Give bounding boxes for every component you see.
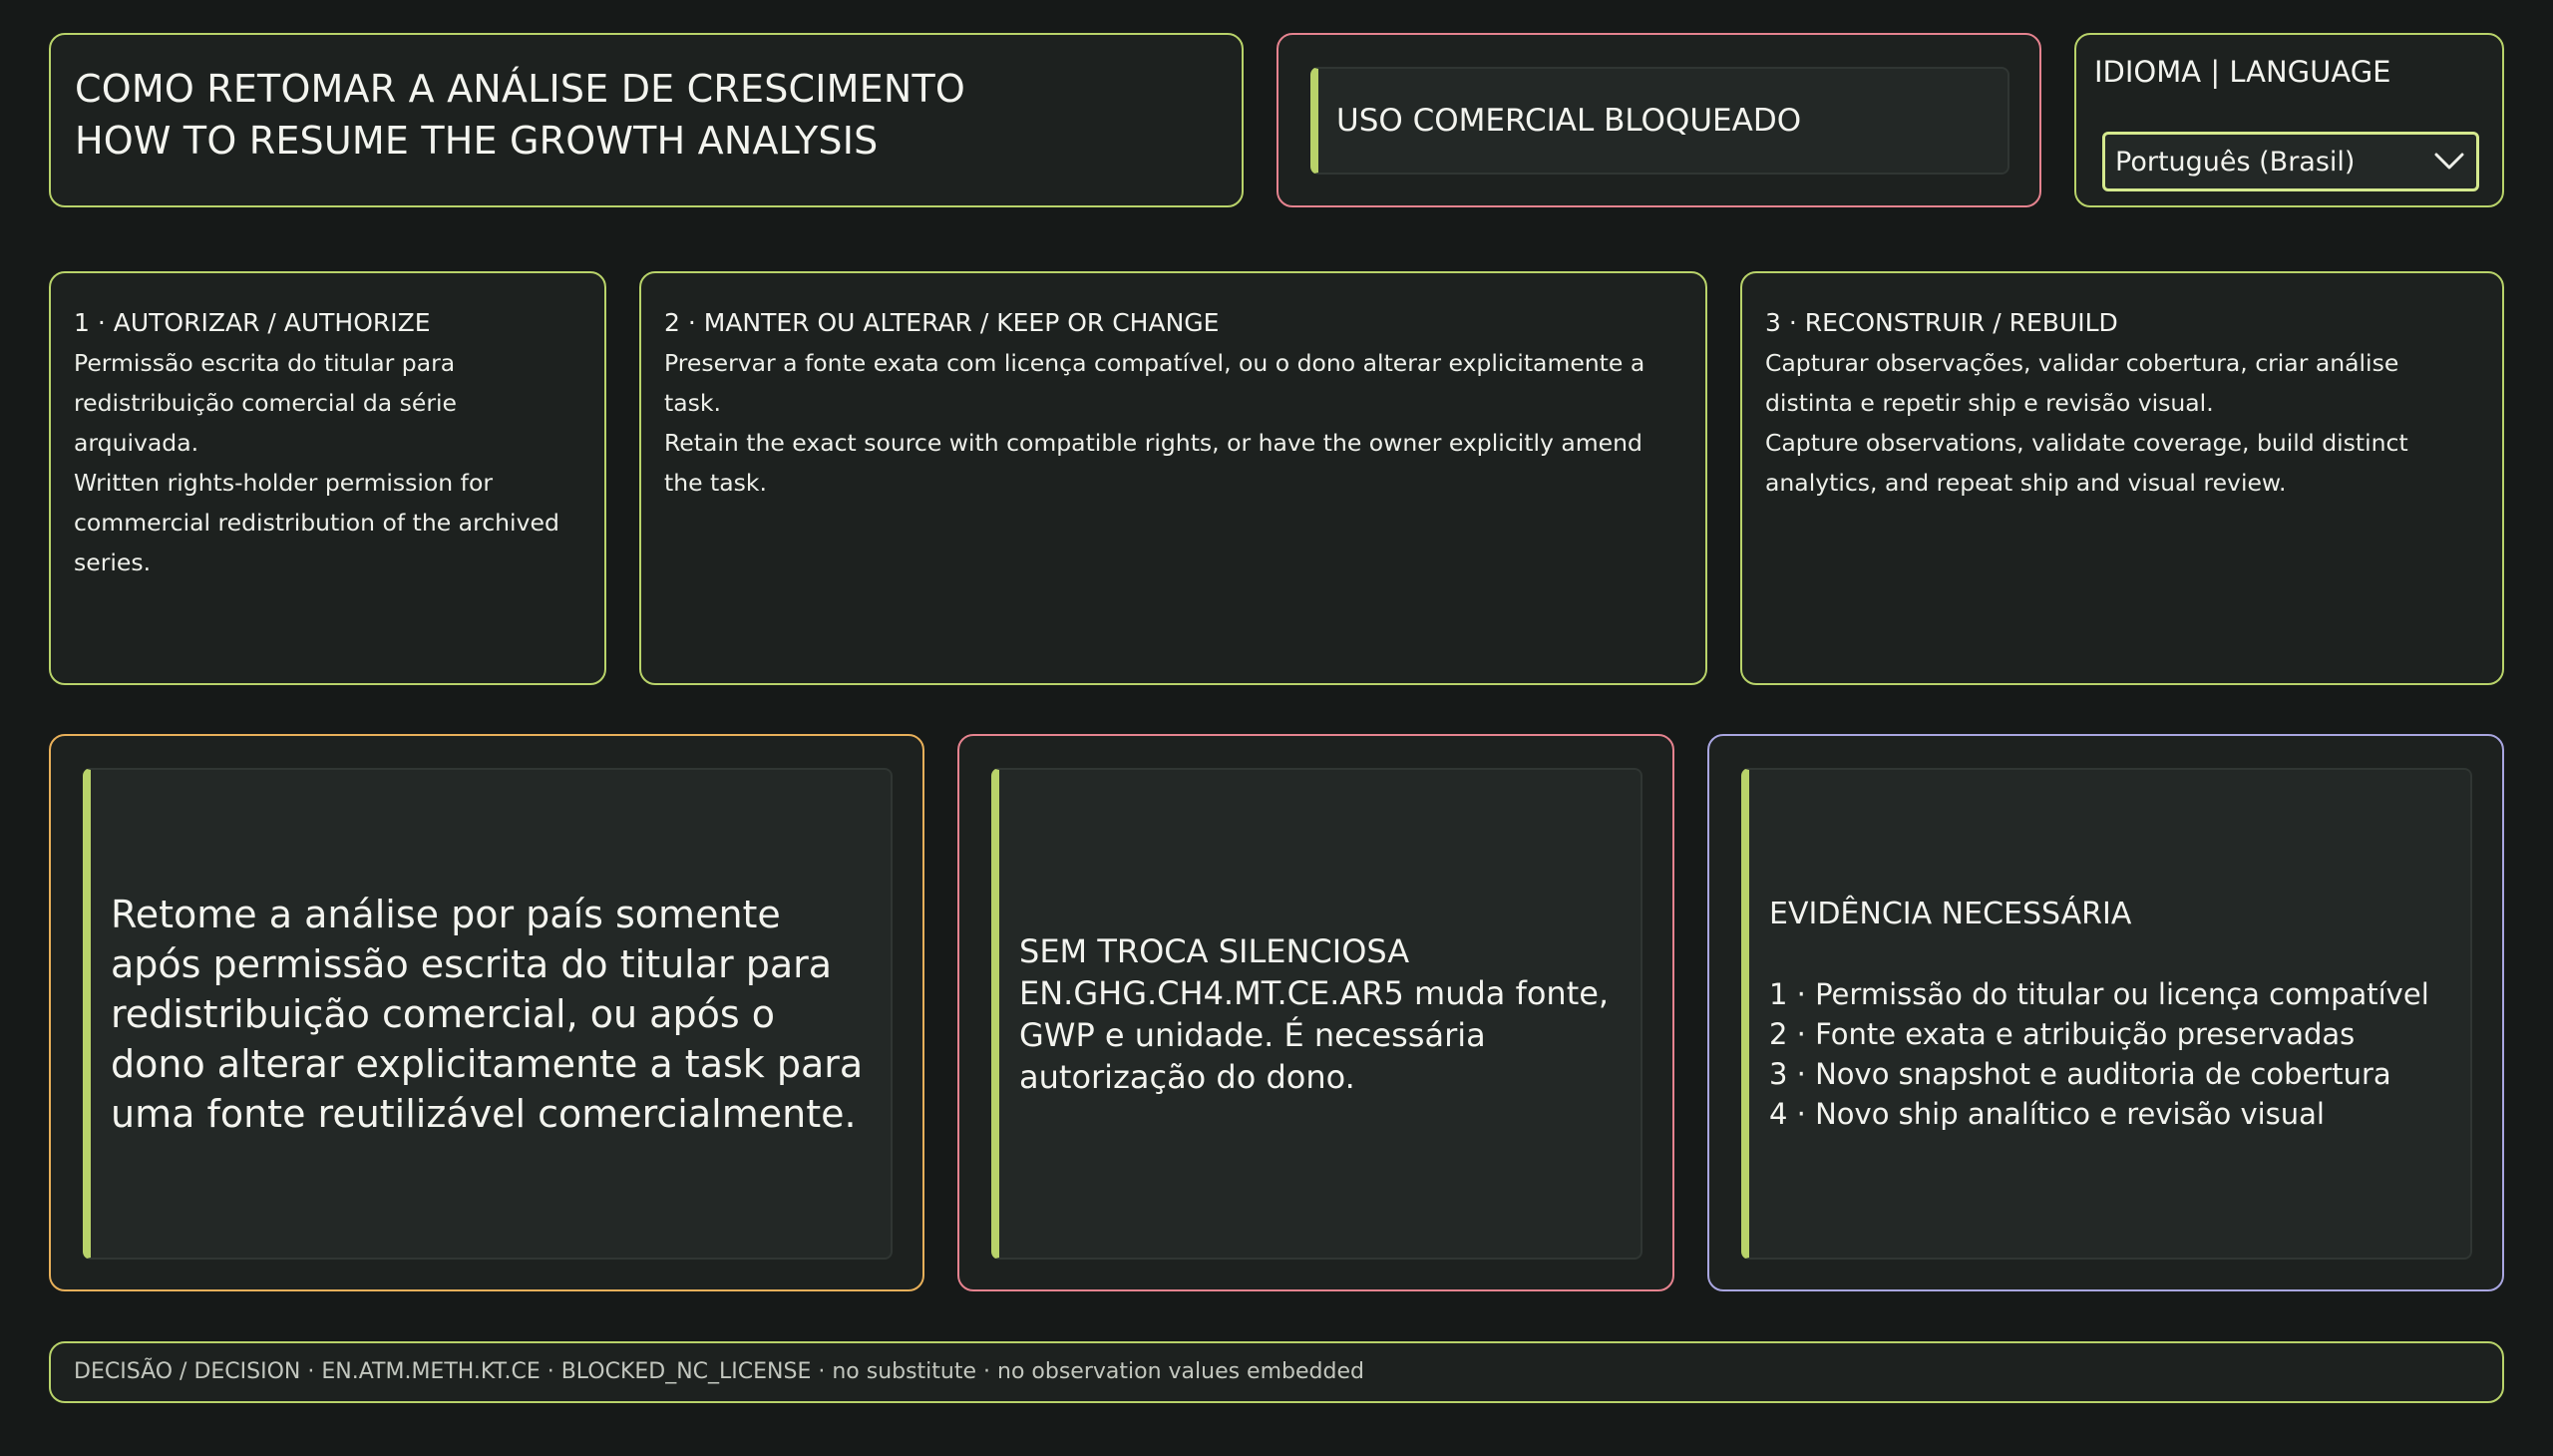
resume-condition-content <box>111 770 867 1258</box>
list-item: 4 · Novo ship analítico e revisão visual <box>1769 1096 2325 1131</box>
step-card-rebuild <box>1740 271 2504 685</box>
step-title: 3 · RECONSTRUIR / REBUILD <box>1765 308 2118 337</box>
evidence-content <box>1769 770 2446 1258</box>
page-title-en: HOW TO RESUME THE GROWTH ANALYSIS <box>75 119 879 163</box>
resume-condition-panel <box>49 734 924 1291</box>
decision-footer <box>49 1341 2504 1403</box>
no-silent-swap-panel <box>957 734 1674 1291</box>
step-body-en: Retain the exact source with compatible rights, or have the owner explicitly amend the task. <box>664 429 1642 497</box>
list-item: 1 · Permissão do titular ou licença compatível <box>1769 976 2429 1011</box>
evidence-box <box>1741 768 2472 1260</box>
step-body-en: Written rights-holder permission for commercial redistribution of the archived series. <box>74 469 559 576</box>
step-body-pt: Preservar a fonte exata com licença compatível, ou o dono alterar explicitamente a task. <box>664 349 1645 417</box>
list-item: 2 · Fonte exata e atribuição preservadas <box>1769 1016 2356 1051</box>
step-body <box>74 343 584 582</box>
step-body-en: Capture observations, validate coverage, build distinct analytics, and repeat ship and visual review. <box>1765 429 2408 497</box>
status-card <box>1276 33 2041 207</box>
no-silent-swap-content <box>1019 770 1617 1258</box>
language-card <box>2074 33 2504 207</box>
no-silent-swap-box <box>991 768 1642 1260</box>
step-card-authorize <box>49 271 606 685</box>
chevron-down-icon <box>2434 153 2464 171</box>
step-body-pt: Permissão escrita do titular para redistribuição comercial da série arquivada. <box>74 349 457 457</box>
resume-condition-box <box>83 768 893 1260</box>
step-title: 1 · AUTORIZAR / AUTHORIZE <box>74 308 431 337</box>
step-title: 2 · MANTER OU ALTERAR / KEEP OR CHANGE <box>664 308 1220 337</box>
language-select[interactable] <box>2102 132 2479 191</box>
evidence-title: EVIDÊNCIA NECESSÁRIA <box>1769 896 2132 931</box>
no-silent-swap-text: EN.GHG.CH4.MT.CE.AR5 muda fonte, GWP e unidade. É necessária autorização do dono. <box>1019 973 1610 1096</box>
resume-condition-text: Retome a análise por país somente após permissão escrita do titular para redistribuição comercial, ou após o dono alterar explicitamente a task para uma fonte reutilizável comercialmente. <box>111 892 864 1136</box>
step-body <box>664 343 1685 503</box>
evidence-list <box>1769 974 2446 1134</box>
step-card-keep-or-change <box>639 271 1707 685</box>
no-silent-swap-title: SEM TROCA SILENCIOSA <box>1019 931 1410 970</box>
status-label: USO COMERCIAL BLOQUEADO <box>1336 103 1802 139</box>
list-item: 3 · Novo snapshot e auditoria de cobertura <box>1769 1056 2391 1091</box>
page-title-pt: COMO RETOMAR A ANÁLISE DE CRESCIMENTO <box>75 67 965 111</box>
evidence-panel <box>1707 734 2504 1291</box>
language-label: IDIOMA | LANGUAGE <box>2094 55 2391 89</box>
step-body-pt: Capturar observações, validar cobertura, criar análise distinta e repetir ship e revisão visual. <box>1765 349 2399 417</box>
step-body <box>1765 343 2482 503</box>
page-title <box>75 63 965 167</box>
decision-text: DECISÃO / DECISION · EN.ATM.METH.KT.CE · BLOCKED_NC_LICENSE · no substitute · no observation values embedded <box>74 1359 1364 1384</box>
language-select-value: Português (Brasil) <box>2115 147 2356 178</box>
status-banner <box>1310 67 2009 175</box>
title-card <box>49 33 1244 207</box>
